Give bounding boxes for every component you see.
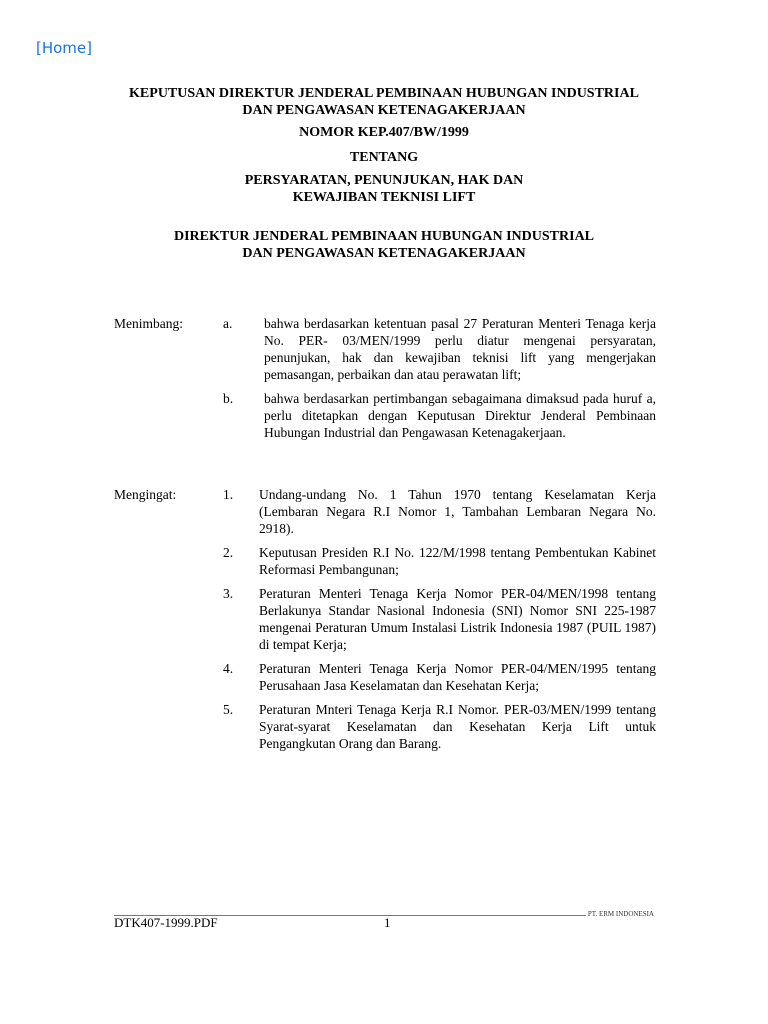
decree-title	[0, 85, 768, 119]
item-marker: 4.	[223, 661, 234, 676]
mengingat-item	[0, 544, 768, 578]
tentang-heading: TENTANG	[349, 150, 419, 165]
item-marker: b.	[223, 391, 234, 406]
item-marker: 1.	[223, 487, 234, 502]
mengingat-label: Mengingat:	[114, 487, 177, 502]
item-marker: 2.	[223, 545, 234, 560]
decree-subject-line-1: PERSYARATAN, PENUNJUKAN, HAK DAN	[244, 173, 524, 188]
item-text: Peraturan Menteri Tenaga Kerja Nomor PER-04/MEN/1998 tentang Berlakunya Standar Nasional Indonesia (SNI) Nomor SNI 225-1987 mengenai Peraturan Umum Instalasi Listrik Indonesia 1987 (PUIL 1987) di tempat Kerja;	[259, 586, 656, 652]
page-number: 1	[384, 915, 391, 930]
decree-title-line-1: KEPUTUSAN DIREKTUR JENDERAL PEMBINAAN HUBUNGAN INDUSTRIAL	[129, 86, 639, 101]
item-text: Keputusan Presiden R.I No. 122/M/1998 tentang Pembentukan Kabinet Reformasi Pembangunan;	[259, 545, 656, 577]
footer-company: PT. ERM INDONESIA	[587, 910, 654, 918]
decree-subject-line-2: KEWAJIBAN TEKNISI LIFT	[292, 190, 476, 205]
decree-number: NOMOR KEP.407/BW/1999	[299, 125, 469, 140]
menimbang-item	[0, 315, 768, 383]
issuing-authority-line-1: DIREKTUR JENDERAL PEMBINAAN HUBUNGAN INDUSTRIAL	[173, 229, 595, 244]
mengingat-item	[0, 660, 768, 694]
menimbang-section	[0, 315, 768, 441]
item-text: Peraturan Menteri Tenaga Kerja Nomor PER-04/MEN/1995 tentang Perusahaan Jasa Keselamatan dan Kesehatan Kerja;	[259, 661, 656, 693]
item-marker: 3.	[223, 586, 234, 601]
menimbang-label: Menimbang:	[114, 316, 183, 331]
item-text: bahwa berdasarkan pertimbangan sebagaimana dimaksud pada huruf a, perlu ditetapkan dengan Keputusan Direktur Jenderal Pembinaan Hubungan Industrial dan Pengawasan Ketenagakerjaan.	[264, 391, 656, 440]
footer-filename: DTK407-1999.PDF	[114, 915, 218, 930]
mengingat-item	[0, 701, 768, 752]
item-text: Undang-undang No. 1 Tahun 1970 tentang Keselamatan Kerja (Lembaran Negara R.I Nomor 1, Tambahan Lembaran Negara No. 2918).	[259, 487, 656, 536]
item-marker: a.	[223, 316, 233, 331]
issuing-authority-line-2: DAN PENGAWASAN KETENAGAKERJAAN	[242, 246, 526, 261]
item-marker: 5.	[223, 702, 234, 717]
menimbang-item	[0, 390, 768, 441]
mengingat-item	[0, 486, 768, 537]
decree-subject	[0, 172, 768, 206]
item-text: bahwa berdasarkan ketentuan pasal 27 Peraturan Menteri Tenaga kerja No. PER- 03/MEN/1999 perlu diatur mengenai persyaratan, penunjukan, hak dan kewajiban teknisi lift yang mengerjakan pemasangan, perbaikan dan atau perawatan lift;	[264, 316, 656, 382]
mengingat-item	[0, 585, 768, 653]
mengingat-section	[0, 486, 768, 752]
decree-title-line-2: DAN PENGAWASAN KETENAGAKERJAAN	[242, 103, 526, 118]
issuing-authority	[0, 228, 768, 262]
item-text: Peraturan Mnteri Tenaga Kerja R.I Nomor. PER-03/MEN/1999 tentang Syarat-syarat Keselamatan dan Kesehatan Kerja Lift untuk Pengangkutan Orang dan Barang.	[259, 702, 656, 751]
home-link[interactable]: [Home]	[36, 39, 93, 57]
